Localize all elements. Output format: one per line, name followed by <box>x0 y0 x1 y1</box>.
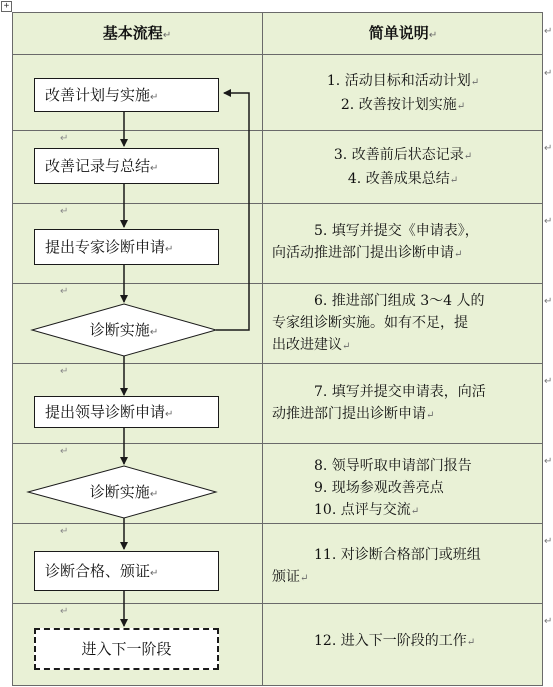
paragraph-mark: ↵ <box>150 163 159 174</box>
cell-paragraph-mark: ↵ <box>60 206 69 217</box>
note-line: 12. 进入下一阶段的工作 <box>314 633 467 649</box>
cell-paragraph-mark: ↵ <box>60 366 69 377</box>
step-improvement-record[interactable] <box>34 148 219 184</box>
decision-text: 诊断实施 <box>89 321 150 339</box>
note-row-5 <box>272 381 534 427</box>
step-certification[interactable] <box>34 551 219 591</box>
paragraph-mark: ↵ <box>449 175 459 186</box>
note-line: 5. 填写并提交《申请表》， <box>314 223 479 239</box>
decision2-label <box>64 482 184 505</box>
note-row-3 <box>272 220 534 266</box>
paragraph-mark: ↵ <box>149 489 159 500</box>
paragraph-mark: ↵ <box>300 573 309 584</box>
row-end-mark: ↵ <box>544 68 553 79</box>
note-line: 9. 现场参观改善亮点 <box>314 480 444 496</box>
paragraph-mark: ↵ <box>456 101 466 112</box>
step-label: 改善计划与实施 <box>45 86 151 104</box>
paragraph-mark: ↵ <box>470 77 480 88</box>
row-end-mark: ↵ <box>544 26 553 37</box>
decision1-label <box>64 320 184 343</box>
paragraph-mark: ↵ <box>426 410 435 421</box>
cell-paragraph-mark: ↵ <box>60 286 69 297</box>
step-label: 提出领导诊断申请 <box>45 403 166 421</box>
note-line: 颁证 <box>272 569 300 585</box>
paragraph-mark: ↵ <box>454 249 463 260</box>
paragraph-mark: ↵ <box>165 244 174 255</box>
step-improvement-plan[interactable] <box>34 78 219 112</box>
note-line: 3. 改善前后状态记录 <box>333 147 464 163</box>
row-end-mark: ↵ <box>544 456 553 467</box>
paragraph-mark: ↵ <box>165 409 174 420</box>
step-expert-diagnosis-request[interactable] <box>34 229 219 265</box>
note-row-1 <box>272 70 534 118</box>
paragraph-mark: ↵ <box>463 151 473 162</box>
note-line: 出改进建议 <box>272 337 342 353</box>
row-end-mark: ↵ <box>544 536 553 547</box>
note-line: 动推进部门提出诊断申请 <box>272 406 426 422</box>
paragraph-mark: ↵ <box>428 30 438 41</box>
note-line: 6. 推进部门组成 3～4 人的 <box>314 293 485 309</box>
row-end-mark: ↵ <box>544 376 553 387</box>
header-left-text: 基本流程 <box>102 24 163 42</box>
row-end-mark: ↵ <box>544 616 553 627</box>
step-label: 提出专家诊断申请 <box>45 238 166 256</box>
cell-paragraph-mark: ↵ <box>60 133 69 144</box>
step-label: 改善记录与总结 <box>45 157 151 175</box>
note-line: 4. 改善成果总结 <box>347 171 450 187</box>
note-row-7 <box>272 544 534 590</box>
paragraph-mark: ↵ <box>410 506 420 517</box>
paragraph-mark: ↵ <box>342 341 351 352</box>
step-next-stage[interactable] <box>34 628 219 670</box>
note-line: 专家组诊断实施。如有不足，提 <box>272 315 468 331</box>
row-end-mark: ↵ <box>544 143 553 154</box>
paragraph-mark: ↵ <box>162 30 172 41</box>
decision-text: 诊断实施 <box>89 483 150 501</box>
table-move-handle-icon[interactable]: + <box>1 1 12 12</box>
cell-paragraph-mark: ↵ <box>60 606 69 617</box>
note-line: 2. 改善按计划实施 <box>340 97 457 113</box>
paragraph-mark: ↵ <box>466 637 476 648</box>
note-row-8 <box>272 630 534 654</box>
note-row-6 <box>272 455 534 523</box>
paragraph-mark: ↵ <box>149 327 159 338</box>
note-row-2 <box>272 144 534 192</box>
note-line: 7. 填写并提交申请表，向活 <box>314 384 486 400</box>
note-line: 11. 对诊断合格部门或班组 <box>314 547 481 563</box>
feedback-arrow-to-step1 <box>216 93 249 330</box>
paragraph-mark: ↵ <box>150 92 159 103</box>
cell-paragraph-mark: ↵ <box>60 446 69 457</box>
step-label: 诊断合格、颁证 <box>45 562 151 580</box>
cell-paragraph-mark: ↵ <box>60 526 69 537</box>
header-right-text: 简单说明 <box>368 24 429 42</box>
note-line: 1. 活动目标和活动计划 <box>326 73 471 89</box>
note-row-4 <box>272 290 534 358</box>
step-leader-diagnosis-request[interactable] <box>34 396 219 428</box>
step-label: 进入下一阶段 <box>81 640 172 658</box>
note-line: 10. 点评与交流 <box>314 502 411 518</box>
paragraph-mark: ↵ <box>150 568 159 579</box>
note-line: 8. 领导听取申请部门报告 <box>314 458 472 474</box>
note-line: 向活动推进部门提出诊断申请 <box>272 245 454 261</box>
row-end-mark: ↵ <box>544 216 553 227</box>
row-end-mark: ↵ <box>544 296 553 307</box>
